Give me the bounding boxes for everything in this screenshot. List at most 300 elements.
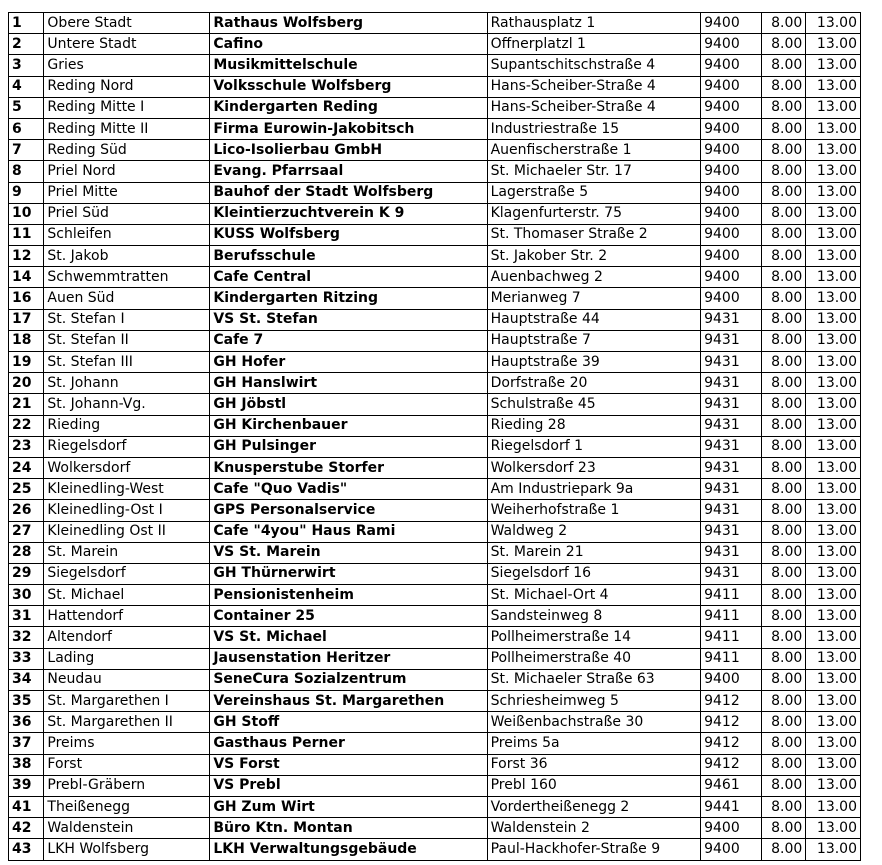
opening-time-cell: 8.00 <box>761 457 806 478</box>
address-cell: Auenfischerstraße 1 <box>487 140 701 161</box>
polling-place-cell: VS St. Stefan <box>210 309 487 330</box>
row-number-cell: 2 <box>9 34 44 55</box>
postal-code-cell: 9431 <box>701 330 762 351</box>
closing-time-cell: 13.00 <box>806 394 861 415</box>
table-row <box>9 733 861 754</box>
district-name-cell: Reding Mitte II <box>44 118 210 139</box>
district-name-cell: Forst <box>44 754 210 775</box>
row-number-cell: 21 <box>9 394 44 415</box>
opening-time-cell: 8.00 <box>761 373 806 394</box>
district-name-cell: St. Stefan II <box>44 330 210 351</box>
table-row <box>9 13 861 34</box>
address-cell: Pollheimerstraße 40 <box>487 648 701 669</box>
closing-time-cell: 13.00 <box>806 161 861 182</box>
closing-time-cell: 13.00 <box>806 13 861 34</box>
postal-code-cell: 9431 <box>701 309 762 330</box>
district-name-cell: Lading <box>44 648 210 669</box>
postal-code-cell: 9400 <box>701 140 762 161</box>
district-name-cell: Kleinedling-West <box>44 479 210 500</box>
closing-time-cell: 13.00 <box>806 691 861 712</box>
postal-code-cell: 9400 <box>701 669 762 690</box>
table-row <box>9 246 861 267</box>
row-number-cell: 6 <box>9 118 44 139</box>
row-number-cell: 4 <box>9 76 44 97</box>
polling-place-cell: Container 25 <box>210 606 487 627</box>
row-number-cell: 24 <box>9 457 44 478</box>
closing-time-cell: 13.00 <box>806 182 861 203</box>
postal-code-cell: 9400 <box>701 13 762 34</box>
address-cell: Supantschitschstraße 4 <box>487 55 701 76</box>
row-number-cell: 22 <box>9 415 44 436</box>
row-number-cell: 17 <box>9 309 44 330</box>
district-name-cell: Waldenstein <box>44 818 210 839</box>
table-row <box>9 140 861 161</box>
closing-time-cell: 13.00 <box>806 648 861 669</box>
table-row <box>9 373 861 394</box>
closing-time-cell: 13.00 <box>806 224 861 245</box>
district-name-cell: St. Marein <box>44 542 210 563</box>
polling-place-cell: Cafe "4you" Haus Rami <box>210 521 487 542</box>
postal-code-cell: 9400 <box>701 839 762 860</box>
closing-time-cell: 13.00 <box>806 839 861 860</box>
opening-time-cell: 8.00 <box>761 563 806 584</box>
opening-time-cell: 8.00 <box>761 394 806 415</box>
opening-time-cell: 8.00 <box>761 669 806 690</box>
polling-place-cell: Pensionistenheim <box>210 585 487 606</box>
polling-stations-table-wrapper <box>8 12 861 861</box>
row-number-cell: 18 <box>9 330 44 351</box>
postal-code-cell: 9431 <box>701 479 762 500</box>
postal-code-cell: 9412 <box>701 733 762 754</box>
table-row <box>9 34 861 55</box>
closing-time-cell: 13.00 <box>806 521 861 542</box>
opening-time-cell: 8.00 <box>761 140 806 161</box>
address-cell: St. Michael-Ort 4 <box>487 585 701 606</box>
closing-time-cell: 13.00 <box>806 76 861 97</box>
polling-place-cell: Jausenstation Heritzer <box>210 648 487 669</box>
opening-time-cell: 8.00 <box>761 542 806 563</box>
table-row <box>9 161 861 182</box>
postal-code-cell: 9400 <box>701 118 762 139</box>
address-cell: Waldweg 2 <box>487 521 701 542</box>
row-number-cell: 23 <box>9 436 44 457</box>
postal-code-cell: 9400 <box>701 288 762 309</box>
address-cell: Waldenstein 2 <box>487 818 701 839</box>
opening-time-cell: 8.00 <box>761 648 806 669</box>
address-cell: Klagenfurterstr. 75 <box>487 203 701 224</box>
table-row <box>9 669 861 690</box>
address-cell: Dorfstraße 20 <box>487 373 701 394</box>
address-cell: Weißenbachstraße 30 <box>487 712 701 733</box>
postal-code-cell: 9431 <box>701 394 762 415</box>
table-row <box>9 542 861 563</box>
district-name-cell: Rieding <box>44 415 210 436</box>
postal-code-cell: 9400 <box>701 182 762 203</box>
opening-time-cell: 8.00 <box>761 182 806 203</box>
polling-place-cell: Vereinshaus St. Margarethen <box>210 691 487 712</box>
polling-place-cell: GH Hofer <box>210 352 487 373</box>
address-cell: Rieding 28 <box>487 415 701 436</box>
polling-place-cell: Berufsschule <box>210 246 487 267</box>
district-name-cell: Priel Nord <box>44 161 210 182</box>
postal-code-cell: 9431 <box>701 373 762 394</box>
table-row <box>9 839 861 860</box>
row-number-cell: 41 <box>9 796 44 817</box>
district-name-cell: St. Margarethen II <box>44 712 210 733</box>
district-name-cell: St. Stefan III <box>44 352 210 373</box>
district-name-cell: Schleifen <box>44 224 210 245</box>
closing-time-cell: 13.00 <box>806 712 861 733</box>
row-number-cell: 31 <box>9 606 44 627</box>
address-cell: Riegelsdorf 1 <box>487 436 701 457</box>
postal-code-cell: 9431 <box>701 457 762 478</box>
row-number-cell: 33 <box>9 648 44 669</box>
postal-code-cell: 9411 <box>701 606 762 627</box>
row-number-cell: 20 <box>9 373 44 394</box>
opening-time-cell: 8.00 <box>761 330 806 351</box>
polling-place-cell: VS St. Michael <box>210 627 487 648</box>
polling-place-cell: Gasthaus Perner <box>210 733 487 754</box>
district-name-cell: Hattendorf <box>44 606 210 627</box>
district-name-cell: Riegelsdorf <box>44 436 210 457</box>
address-cell: Prebl 160 <box>487 775 701 796</box>
district-name-cell: St. Michael <box>44 585 210 606</box>
opening-time-cell: 8.00 <box>761 606 806 627</box>
row-number-cell: 16 <box>9 288 44 309</box>
district-name-cell: Neudau <box>44 669 210 690</box>
polling-place-cell: GH Zum Wirt <box>210 796 487 817</box>
address-cell: Pollheimerstraße 14 <box>487 627 701 648</box>
opening-time-cell: 8.00 <box>761 627 806 648</box>
row-number-cell: 11 <box>9 224 44 245</box>
polling-stations-table <box>8 12 861 861</box>
postal-code-cell: 9400 <box>701 97 762 118</box>
district-name-cell: Schwemmtratten <box>44 267 210 288</box>
closing-time-cell: 13.00 <box>806 118 861 139</box>
postal-code-cell: 9431 <box>701 542 762 563</box>
table-row <box>9 267 861 288</box>
polling-place-cell: Cafino <box>210 34 487 55</box>
polling-place-cell: VS Prebl <box>210 775 487 796</box>
row-number-cell: 26 <box>9 500 44 521</box>
closing-time-cell: 13.00 <box>806 479 861 500</box>
opening-time-cell: 8.00 <box>761 267 806 288</box>
table-row <box>9 203 861 224</box>
address-cell: Forst 36 <box>487 754 701 775</box>
district-name-cell: Reding Süd <box>44 140 210 161</box>
polling-place-cell: LKH Verwaltungsgebäude <box>210 839 487 860</box>
postal-code-cell: 9431 <box>701 563 762 584</box>
row-number-cell: 14 <box>9 267 44 288</box>
address-cell: Sandsteinweg 8 <box>487 606 701 627</box>
closing-time-cell: 13.00 <box>806 415 861 436</box>
address-cell: Lagerstraße 5 <box>487 182 701 203</box>
address-cell: St. Jakober Str. 2 <box>487 246 701 267</box>
postal-code-cell: 9412 <box>701 712 762 733</box>
row-number-cell: 7 <box>9 140 44 161</box>
address-cell: Weiherhofstraße 1 <box>487 500 701 521</box>
district-name-cell: Priel Mitte <box>44 182 210 203</box>
postal-code-cell: 9431 <box>701 500 762 521</box>
opening-time-cell: 8.00 <box>761 818 806 839</box>
table-row <box>9 55 861 76</box>
closing-time-cell: 13.00 <box>806 246 861 267</box>
polling-place-cell: Büro Ktn. Montan <box>210 818 487 839</box>
postal-code-cell: 9400 <box>701 818 762 839</box>
closing-time-cell: 13.00 <box>806 500 861 521</box>
row-number-cell: 35 <box>9 691 44 712</box>
postal-code-cell: 9461 <box>701 775 762 796</box>
opening-time-cell: 8.00 <box>761 97 806 118</box>
closing-time-cell: 13.00 <box>806 585 861 606</box>
polling-place-cell: GH Stoff <box>210 712 487 733</box>
postal-code-cell: 9431 <box>701 521 762 542</box>
district-name-cell: Kleinedling-Ost I <box>44 500 210 521</box>
table-row <box>9 309 861 330</box>
row-number-cell: 30 <box>9 585 44 606</box>
polling-place-cell: GH Hanslwirt <box>210 373 487 394</box>
table-row <box>9 182 861 203</box>
opening-time-cell: 8.00 <box>761 161 806 182</box>
closing-time-cell: 13.00 <box>806 55 861 76</box>
opening-time-cell: 8.00 <box>761 500 806 521</box>
district-name-cell: LKH Wolfsberg <box>44 839 210 860</box>
closing-time-cell: 13.00 <box>806 140 861 161</box>
polling-place-cell: Firma Eurowin-Jakobitsch <box>210 118 487 139</box>
table-row <box>9 479 861 500</box>
district-name-cell: Auen Süd <box>44 288 210 309</box>
row-number-cell: 10 <box>9 203 44 224</box>
row-number-cell: 1 <box>9 13 44 34</box>
row-number-cell: 19 <box>9 352 44 373</box>
opening-time-cell: 8.00 <box>761 352 806 373</box>
closing-time-cell: 13.00 <box>806 267 861 288</box>
postal-code-cell: 9400 <box>701 55 762 76</box>
closing-time-cell: 13.00 <box>806 330 861 351</box>
postal-code-cell: 9411 <box>701 627 762 648</box>
table-row <box>9 500 861 521</box>
address-cell: Vordertheißenegg 2 <box>487 796 701 817</box>
polling-place-cell: Cafe Central <box>210 267 487 288</box>
table-body <box>9 13 861 861</box>
address-cell: St. Michaeler Str. 17 <box>487 161 701 182</box>
opening-time-cell: 8.00 <box>761 76 806 97</box>
row-number-cell: 9 <box>9 182 44 203</box>
table-row <box>9 648 861 669</box>
table-row <box>9 330 861 351</box>
address-cell: St. Michaeler Straße 63 <box>487 669 701 690</box>
closing-time-cell: 13.00 <box>806 627 861 648</box>
closing-time-cell: 13.00 <box>806 97 861 118</box>
opening-time-cell: 8.00 <box>761 34 806 55</box>
postal-code-cell: 9400 <box>701 34 762 55</box>
opening-time-cell: 8.00 <box>761 415 806 436</box>
district-name-cell: Priel Süd <box>44 203 210 224</box>
address-cell: Hans-Scheiber-Straße 4 <box>487 76 701 97</box>
polling-place-cell: KUSS Wolfsberg <box>210 224 487 245</box>
address-cell: Industriestraße 15 <box>487 118 701 139</box>
closing-time-cell: 13.00 <box>806 436 861 457</box>
polling-place-cell: Musikmittelschule <box>210 55 487 76</box>
table-row <box>9 118 861 139</box>
opening-time-cell: 8.00 <box>761 521 806 542</box>
table-row <box>9 585 861 606</box>
closing-time-cell: 13.00 <box>806 775 861 796</box>
polling-place-cell: VS Forst <box>210 754 487 775</box>
polling-place-cell: GH Thürnerwirt <box>210 563 487 584</box>
table-row <box>9 436 861 457</box>
row-number-cell: 38 <box>9 754 44 775</box>
address-cell: Siegelsdorf 16 <box>487 563 701 584</box>
opening-time-cell: 8.00 <box>761 55 806 76</box>
address-cell: Paul-Hackhofer-Straße 9 <box>487 839 701 860</box>
postal-code-cell: 9400 <box>701 267 762 288</box>
table-row <box>9 394 861 415</box>
row-number-cell: 42 <box>9 818 44 839</box>
row-number-cell: 27 <box>9 521 44 542</box>
district-name-cell: Untere Stadt <box>44 34 210 55</box>
address-cell: Hauptstraße 44 <box>487 309 701 330</box>
closing-time-cell: 13.00 <box>806 34 861 55</box>
closing-time-cell: 13.00 <box>806 669 861 690</box>
address-cell: Schriesheimweg 5 <box>487 691 701 712</box>
opening-time-cell: 8.00 <box>761 13 806 34</box>
polling-place-cell: Volksschule Wolfsberg <box>210 76 487 97</box>
table-row <box>9 288 861 309</box>
closing-time-cell: 13.00 <box>806 606 861 627</box>
row-number-cell: 8 <box>9 161 44 182</box>
closing-time-cell: 13.00 <box>806 309 861 330</box>
opening-time-cell: 8.00 <box>761 585 806 606</box>
address-cell: Am Industriepark 9a <box>487 479 701 500</box>
table-row <box>9 521 861 542</box>
address-cell: Merianweg 7 <box>487 288 701 309</box>
polling-place-cell: Cafe 7 <box>210 330 487 351</box>
district-name-cell: St. Johann-Vg. <box>44 394 210 415</box>
postal-code-cell: 9400 <box>701 246 762 267</box>
table-row <box>9 606 861 627</box>
polling-place-cell: Rathaus Wolfsberg <box>210 13 487 34</box>
polling-place-cell: Kindergarten Reding <box>210 97 487 118</box>
row-number-cell: 25 <box>9 479 44 500</box>
opening-time-cell: 8.00 <box>761 775 806 796</box>
address-cell: Auenbachweg 2 <box>487 267 701 288</box>
polling-place-cell: Cafe "Quo Vadis" <box>210 479 487 500</box>
polling-place-cell: GH Jöbstl <box>210 394 487 415</box>
postal-code-cell: 9431 <box>701 352 762 373</box>
table-row <box>9 775 861 796</box>
table-row <box>9 415 861 436</box>
address-cell: Hauptstraße 39 <box>487 352 701 373</box>
row-number-cell: 39 <box>9 775 44 796</box>
row-number-cell: 29 <box>9 563 44 584</box>
postal-code-cell: 9400 <box>701 203 762 224</box>
address-cell: Wolkersdorf 23 <box>487 457 701 478</box>
opening-time-cell: 8.00 <box>761 712 806 733</box>
table-row <box>9 224 861 245</box>
row-number-cell: 34 <box>9 669 44 690</box>
postal-code-cell: 9411 <box>701 585 762 606</box>
district-name-cell: St. Stefan I <box>44 309 210 330</box>
opening-time-cell: 8.00 <box>761 118 806 139</box>
polling-place-cell: Knusperstube Storfer <box>210 457 487 478</box>
address-cell: St. Marein 21 <box>487 542 701 563</box>
row-number-cell: 12 <box>9 246 44 267</box>
opening-time-cell: 8.00 <box>761 754 806 775</box>
postal-code-cell: 9412 <box>701 691 762 712</box>
closing-time-cell: 13.00 <box>806 288 861 309</box>
table-row <box>9 563 861 584</box>
row-number-cell: 37 <box>9 733 44 754</box>
postal-code-cell: 9412 <box>701 754 762 775</box>
opening-time-cell: 8.00 <box>761 436 806 457</box>
district-name-cell: Reding Nord <box>44 76 210 97</box>
row-number-cell: 43 <box>9 839 44 860</box>
table-row <box>9 818 861 839</box>
opening-time-cell: 8.00 <box>761 224 806 245</box>
district-name-cell: St. Johann <box>44 373 210 394</box>
closing-time-cell: 13.00 <box>806 373 861 394</box>
closing-time-cell: 13.00 <box>806 203 861 224</box>
district-name-cell: Obere Stadt <box>44 13 210 34</box>
opening-time-cell: 8.00 <box>761 203 806 224</box>
opening-time-cell: 8.00 <box>761 288 806 309</box>
table-row <box>9 457 861 478</box>
district-name-cell: Kleinedling Ost II <box>44 521 210 542</box>
postal-code-cell: 9441 <box>701 796 762 817</box>
district-name-cell: Prebl-Gräbern <box>44 775 210 796</box>
table-row <box>9 796 861 817</box>
polling-place-cell: GH Kirchenbauer <box>210 415 487 436</box>
district-name-cell: Theißenegg <box>44 796 210 817</box>
district-name-cell: Altendorf <box>44 627 210 648</box>
postal-code-cell: 9431 <box>701 415 762 436</box>
opening-time-cell: 8.00 <box>761 246 806 267</box>
polling-place-cell: Bauhof der Stadt Wolfsberg <box>210 182 487 203</box>
district-name-cell: Wolkersdorf <box>44 457 210 478</box>
table-row <box>9 712 861 733</box>
table-row <box>9 76 861 97</box>
row-number-cell: 28 <box>9 542 44 563</box>
district-name-cell: Reding Mitte I <box>44 97 210 118</box>
opening-time-cell: 8.00 <box>761 839 806 860</box>
table-row <box>9 97 861 118</box>
polling-place-cell: SeneCura Sozialzentrum <box>210 669 487 690</box>
closing-time-cell: 13.00 <box>806 563 861 584</box>
postal-code-cell: 9400 <box>701 76 762 97</box>
opening-time-cell: 8.00 <box>761 796 806 817</box>
polling-place-cell: VS St. Marein <box>210 542 487 563</box>
opening-time-cell: 8.00 <box>761 691 806 712</box>
closing-time-cell: 13.00 <box>806 352 861 373</box>
row-number-cell: 3 <box>9 55 44 76</box>
opening-time-cell: 8.00 <box>761 479 806 500</box>
polling-place-cell: GH Pulsinger <box>210 436 487 457</box>
address-cell: St. Thomaser Straße 2 <box>487 224 701 245</box>
district-name-cell: Preims <box>44 733 210 754</box>
closing-time-cell: 13.00 <box>806 457 861 478</box>
postal-code-cell: 9400 <box>701 224 762 245</box>
postal-code-cell: 9431 <box>701 436 762 457</box>
polling-place-cell: Kleintierzuchtverein K 9 <box>210 203 487 224</box>
address-cell: Rathausplatz 1 <box>487 13 701 34</box>
district-name-cell: St. Jakob <box>44 246 210 267</box>
postal-code-cell: 9411 <box>701 648 762 669</box>
district-name-cell: Gries <box>44 55 210 76</box>
district-name-cell: St. Margarethen I <box>44 691 210 712</box>
polling-place-cell: Lico-Isolierbau GmbH <box>210 140 487 161</box>
postal-code-cell: 9400 <box>701 161 762 182</box>
